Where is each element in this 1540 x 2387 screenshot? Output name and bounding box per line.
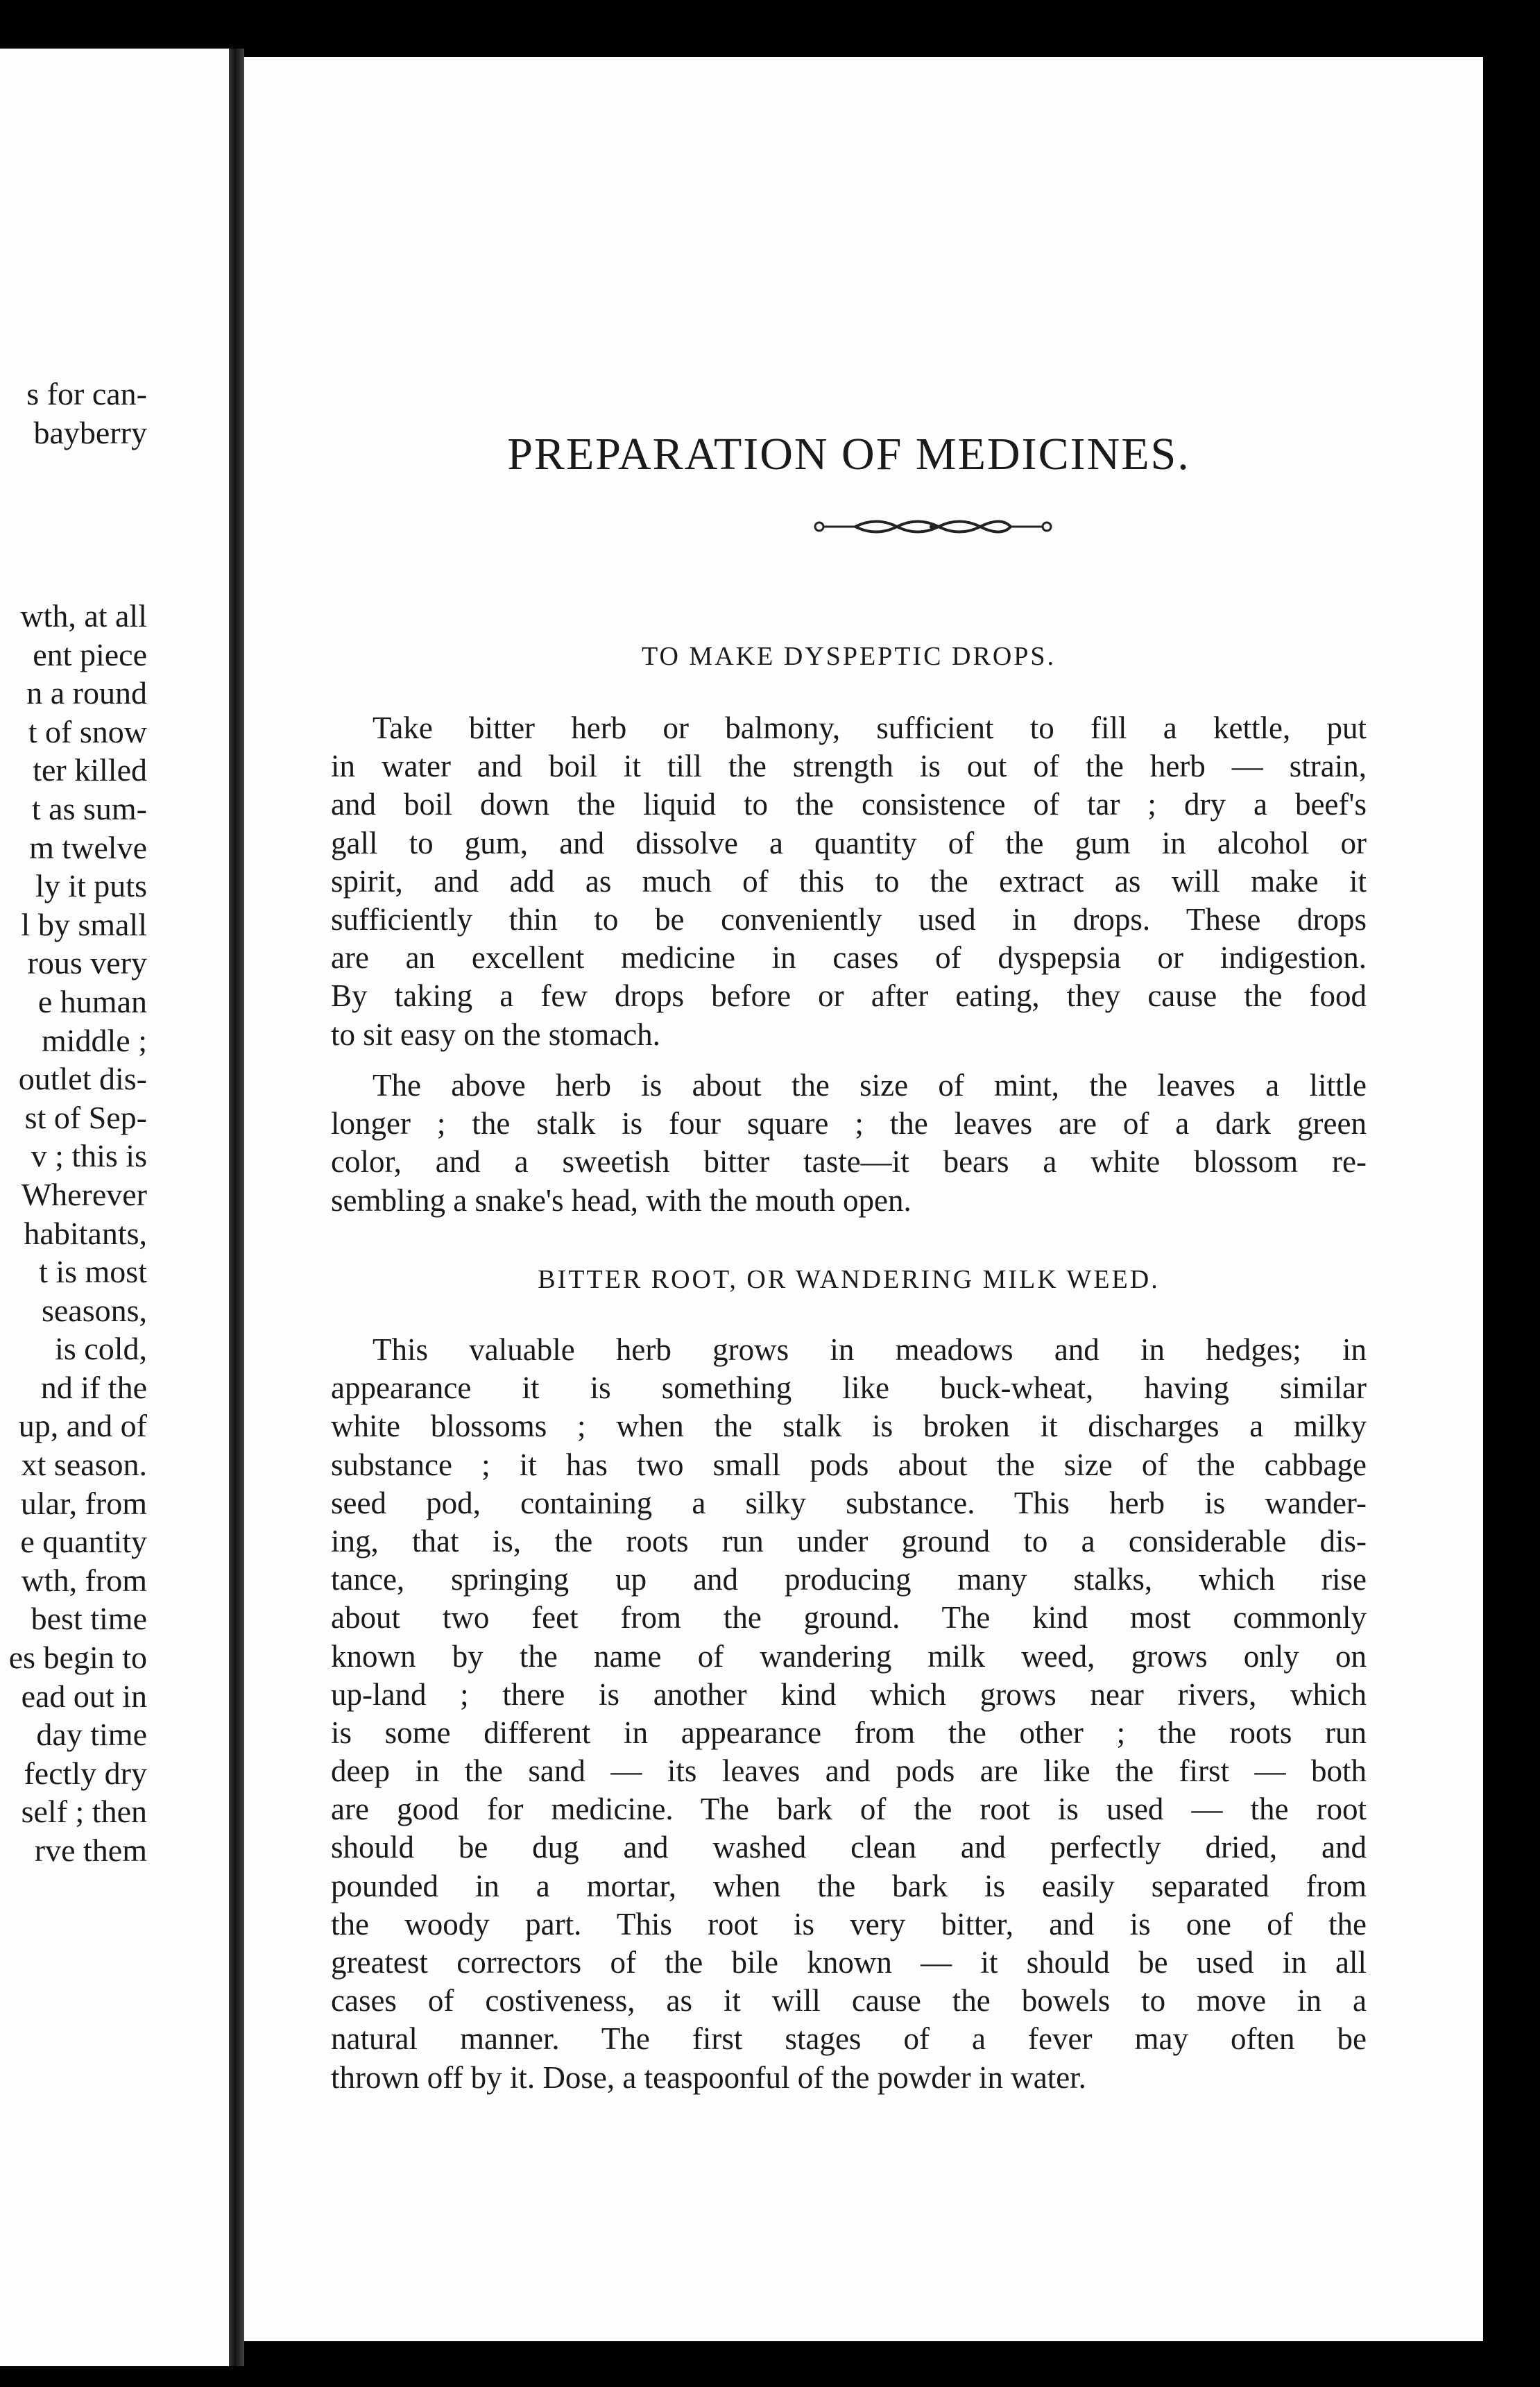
left-facing-page	[0, 49, 229, 2366]
left-page-line: wth, from	[21, 1562, 147, 1598]
left-page-line: fectly dry	[24, 1755, 147, 1791]
text-line: gall to gum, and dissolve a quantity of the gum in alcohol or	[331, 825, 1367, 860]
section-heading-bitter-root: BITTER ROOT, OR WANDERING MILK WEED.	[538, 1265, 1160, 1294]
text-line: pounded in a mortar, when the bark is easily separated from	[331, 1868, 1367, 1903]
left-page-line: rous very	[27, 945, 147, 981]
left-page-line: t of snow	[28, 713, 147, 749]
ornament-divider	[814, 516, 1052, 537]
text-line: known by the name of wandering milk weed, grows only on	[331, 1638, 1367, 1674]
left-page-line: e quantity	[20, 1524, 147, 1560]
left-page-line: v ; this is	[31, 1138, 147, 1174]
page-title: PREPARATION OF MEDICINES.	[507, 429, 1190, 479]
text-line: ing, that is, the roots run under ground to a considerable dis-	[331, 1523, 1367, 1558]
text-line: color, and a sweetish bitter taste—it bears a white blossom re-	[331, 1144, 1367, 1180]
text-line: seed pod, containing a silky substance. This herb is wander-	[331, 1485, 1367, 1520]
left-page-line: xt season.	[21, 1447, 147, 1483]
left-page-line: e human	[37, 983, 147, 1019]
text-line: tance, springing up and producing many stalks, which rise	[331, 1562, 1367, 1597]
text-line: are good for medicine. The bark of the root is used — the root	[331, 1792, 1367, 1827]
left-page-line: wth, at all	[20, 598, 147, 634]
left-page-line: day time	[36, 1717, 147, 1753]
main-page	[244, 57, 1486, 2341]
text-line: about two feet from the ground. The kind most commonly	[331, 1600, 1367, 1636]
text-line: thrown off by it. Dose, a teaspoonful of the powder in water.	[331, 2059, 1086, 2095]
text-line: and boil down the liquid to the consistence of tar ; dry a beef's	[331, 787, 1367, 822]
paragraph-dyspeptic-drops	[331, 709, 1367, 1054]
left-page-line: rve them	[34, 1833, 147, 1868]
left-page-line: es begin to	[8, 1640, 147, 1676]
left-page-line: t as sum-	[31, 790, 147, 826]
text-line: This valuable herb grows in meadows and in hedges; in	[373, 1332, 1367, 1367]
left-page-line: st of Sep-	[24, 1099, 147, 1135]
left-page-line: is cold,	[55, 1331, 147, 1367]
text-line: substance ; it has two small pods about the size of the cabbage	[331, 1447, 1367, 1482]
text-line: spirit, and add as much of this to the extract as will make it	[331, 863, 1367, 899]
text-line: in water and boil it till the strength is out of the herb — strain,	[331, 749, 1367, 784]
text-line: By taking a few drops before or after eating, they cause the food	[331, 978, 1367, 1014]
text-line: white blossoms ; when the stalk is broken it discharges a milky	[331, 1409, 1367, 1444]
text-line: greatest correctors of the bile known — it should be used in all	[331, 1945, 1367, 1980]
left-page-line: best time	[31, 1601, 147, 1637]
left-page-line: n a round	[26, 675, 147, 711]
text-line: appearance it is something like buck-wheat, having similar	[331, 1370, 1367, 1406]
left-page-line: seasons,	[41, 1292, 147, 1328]
text-line: are an excellent medicine in cases of dyspepsia or indigestion.	[331, 940, 1367, 976]
paragraph-herb-description	[331, 1067, 1367, 1220]
left-page-line: Wherever	[21, 1176, 147, 1212]
text-line: to sit easy on the stomach.	[331, 1017, 660, 1052]
text-line: should be dug and washed clean and perfectly dried, and	[331, 1830, 1367, 1865]
text-line: sembling a snake's head, with the mouth open.	[331, 1182, 912, 1218]
left-page-line: bayberry	[33, 414, 147, 450]
text-line: the woody part. This root is very bitter, and is one of the	[331, 1906, 1367, 1942]
text-line: deep in the sand — its leaves and pods are like the first — both	[331, 1753, 1367, 1789]
section-heading-dyspeptic-drops: TO MAKE DYSPEPTIC DROPS.	[641, 642, 1056, 671]
text-line: cases of costiveness, as it will cause the bowels to move in a	[331, 1983, 1367, 2019]
text-line: The above herb is about the size of mint, the leaves a little	[373, 1068, 1367, 1103]
left-page-line: outlet dis-	[18, 1061, 147, 1097]
left-page-line: m twelve	[29, 829, 147, 865]
paragraph-bitter-root	[331, 1331, 1367, 2097]
left-page-line: ly it puts	[35, 868, 147, 904]
text-line: sufficiently thin to be conveniently used in drops. These drops	[331, 901, 1367, 937]
left-page-line: ter killed	[33, 752, 147, 788]
page-edge-shadow	[1483, 49, 1540, 2366]
left-page-line: l by small	[21, 906, 147, 942]
text-line: is some different in appearance from the other ; the roots run	[331, 1715, 1367, 1750]
text-line: up-land ; there is another kind which grows near rivers, which	[331, 1676, 1367, 1712]
left-page-body-lines	[9, 597, 147, 1870]
left-page-line: habitants,	[24, 1215, 147, 1251]
text-line: longer ; the stalk is four square ; the leaves are of a dark green	[331, 1106, 1367, 1141]
left-page-line: middle ;	[41, 1022, 147, 1058]
left-page-line: up, and of	[18, 1408, 147, 1444]
left-page-line: nd if the	[40, 1369, 147, 1405]
left-page-top-lines	[26, 375, 147, 452]
text-line: natural manner. The first stages of a fever may often be	[331, 2021, 1367, 2057]
left-page-line: self ; then	[21, 1794, 147, 1830]
left-page-line: s for can-	[26, 376, 147, 411]
book-gutter	[229, 49, 244, 2366]
left-page-line: ent piece	[33, 636, 147, 672]
left-page-line: t is most	[39, 1254, 147, 1290]
left-page-line: ular, from	[20, 1485, 147, 1521]
left-page-line: ead out in	[21, 1678, 147, 1714]
text-line: Take bitter herb or balmony, sufficient to fill a kettle, put	[373, 711, 1367, 745]
